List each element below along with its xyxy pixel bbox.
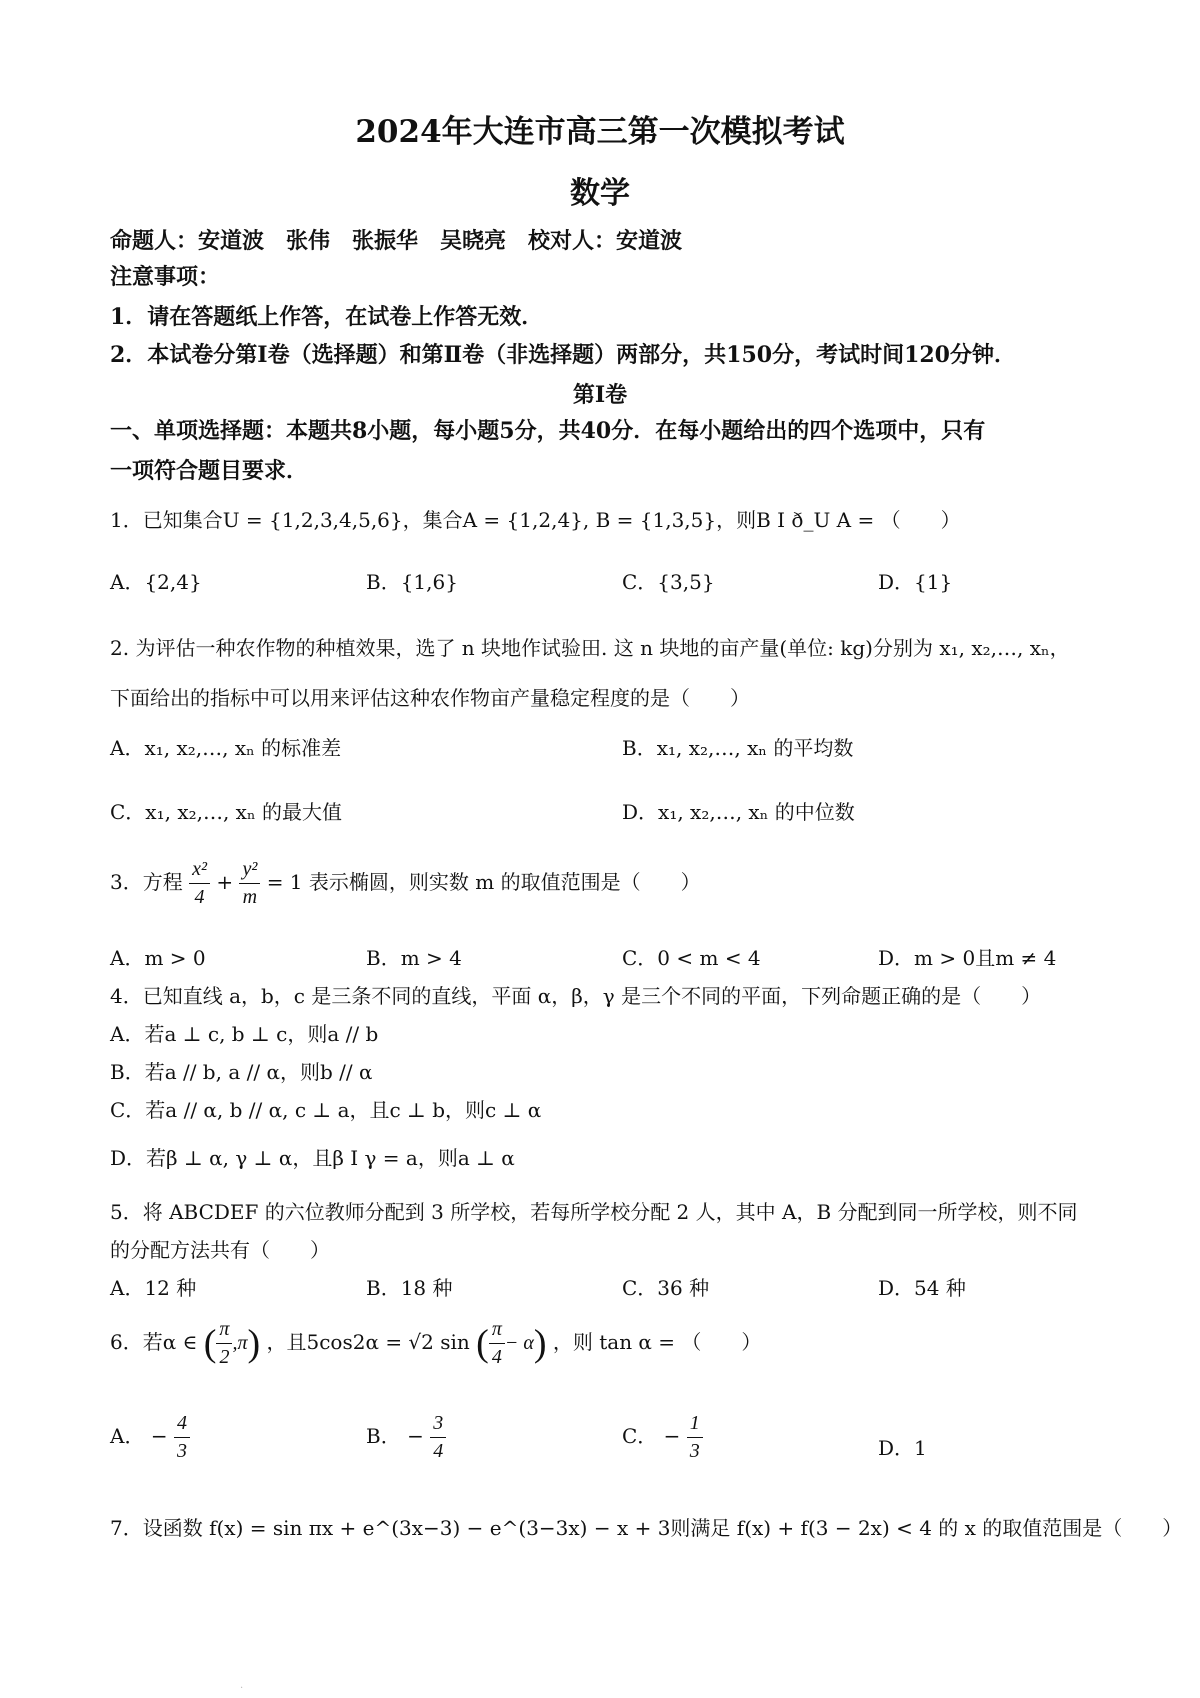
authors-line: 命题人：安道波 张伟 张振华 吴晓亮 校对人：安道波 — [110, 228, 683, 254]
question-5-option-c: C．36 种 — [622, 1276, 710, 1300]
option-fraction — [174, 1412, 190, 1463]
question-3-suffix: = 1 表示椭圆，则实数 m 的取值范围是（ ） — [266, 870, 701, 894]
question-1-stem: 1．已知集合U = {1,2,3,4,5,6}，集合A = {1,2,4}, B = {1,3,5}，则B I ð_U A = （ ） — [110, 508, 961, 532]
question-5-option-d: D．54 种 — [878, 1276, 966, 1300]
question-6-middle: ，且5cos2α = √2 sin — [266, 1330, 470, 1354]
option-label: B． — [366, 1424, 401, 1448]
question-3-option-c: C．0 < m < 4 — [622, 946, 761, 970]
question-2-option-b: B．x₁, x₂,…, xₙ 的平均数 — [622, 736, 854, 760]
question-4-option-a: A．若a ⊥ c, b ⊥ c，则a // b — [110, 1022, 379, 1046]
question-2-option-a: A．x₁, x₂,…, xₙ 的标准差 — [110, 736, 342, 760]
fraction-denominator: 4 — [430, 1437, 446, 1463]
left-paren: ( — [476, 1322, 489, 1365]
fraction-denominator: 3 — [174, 1437, 190, 1463]
question-6-stem — [110, 1318, 761, 1369]
minus-sign: − — [150, 1424, 168, 1448]
question-5-stem-line1: 5．将 ABCDEF 的六位教师分配到 3 所学校，若每所学校分配 2 人，其中 A，B 分配到同一所学校，则不同 — [110, 1200, 1078, 1224]
question-6-option-c — [622, 1412, 703, 1463]
plus-sign: + — [216, 870, 234, 894]
option-fraction — [687, 1412, 703, 1463]
question-4-option-b: B．若a // b, a // α，则b // α — [110, 1060, 373, 1084]
question-1-option-c: C．{3,5} — [622, 570, 715, 594]
question-5-option-b: B．18 种 — [366, 1276, 453, 1300]
footer-mark: . — [240, 1680, 244, 1691]
question-3-stem — [110, 858, 701, 909]
question-6-fraction-1 — [216, 1318, 232, 1369]
question-2-stem-line2: 下面给出的指标中可以用来评估这种农作物亩产量稳定程度的是（ ） — [110, 686, 750, 710]
right-paren: ) — [533, 1322, 547, 1365]
fraction-denominator: 4 — [189, 883, 210, 909]
notes-heading: 注意事项： — [110, 264, 221, 290]
fraction-denominator: 2 — [216, 1343, 232, 1369]
question-1-option-d: D．{1} — [878, 570, 953, 594]
interval-end: ,π — [232, 1332, 248, 1354]
option-label: C． — [622, 1424, 658, 1448]
question-4-stem: 4．已知直线 a，b，c 是三条不同的直线，平面 α，β，γ 是三个不同的平面，下列命题正确的是（ ） — [110, 984, 1042, 1008]
left-paren: ( — [203, 1322, 217, 1365]
question-4-option-c: C．若a // α, b // α, c ⊥ a，且c ⊥ b，则c ⊥ α — [110, 1098, 542, 1122]
question-5-option-a: A．12 种 — [110, 1276, 197, 1300]
minus-sign: − — [663, 1424, 681, 1448]
note-1: 1．请在答题纸上作答，在试卷上作答无效． — [110, 304, 544, 330]
question-3-fraction-2 — [239, 858, 260, 909]
minus-alpha: − α — [504, 1332, 534, 1354]
question-3-prefix: 3．方程 — [110, 870, 183, 894]
option-label: A． — [110, 1424, 145, 1448]
fraction-numerator: 4 — [176, 1412, 187, 1434]
question-6-option-a — [110, 1412, 190, 1463]
fraction-numerator: y² — [242, 858, 258, 880]
volume-heading: 第Ⅰ卷 — [572, 382, 628, 408]
question-6-prefix: 6．若α ∈ — [110, 1330, 198, 1354]
question-2-option-d: D．x₁, x₂,…, xₙ 的中位数 — [622, 800, 855, 824]
option-fraction — [430, 1412, 446, 1463]
question-3-option-a: A．m > 0 — [110, 946, 206, 970]
question-3-fraction-1 — [189, 858, 210, 909]
minus-sign: − — [407, 1424, 424, 1448]
question-6-fraction-2 — [489, 1318, 505, 1369]
question-2-option-c: C．x₁, x₂,…, xₙ 的最大值 — [110, 800, 342, 824]
fraction-numerator: 1 — [689, 1412, 700, 1434]
fraction-numerator: x² — [192, 858, 207, 880]
fraction-denominator: 4 — [489, 1343, 505, 1369]
question-3-option-d: D．m > 0且m ≠ 4 — [878, 946, 1057, 970]
section-heading-line2: 一项符合题目要求． — [110, 458, 309, 484]
question-6-suffix: ，则 tan α = （ ） — [552, 1330, 762, 1354]
question-6-option-d: D．1 — [878, 1436, 927, 1460]
fraction-numerator: π — [491, 1318, 502, 1340]
fraction-numerator: π — [219, 1318, 230, 1340]
section-heading-line1: 一、单项选择题：本题共8小题，每小题5分，共40分．在每小题给出的四个选项中，只有 — [110, 418, 986, 444]
exam-title: 2024年大连市高三第一次模拟考试 — [355, 114, 845, 150]
right-paren: ) — [247, 1322, 261, 1365]
question-4-option-d: D．若β ⊥ α, γ ⊥ α，且β I γ = a，则a ⊥ α — [110, 1146, 515, 1170]
question-6-option-b — [366, 1412, 446, 1463]
question-5-stem-line2: 的分配方法共有（ ） — [110, 1238, 330, 1262]
question-1-option-a: A．{2,4} — [110, 570, 202, 594]
subject-title: 数学 — [570, 176, 630, 211]
note-2: 2．本试卷分第Ⅰ卷（选择题）和第Ⅱ卷（非选择题）两部分，共150分，考试时间120分钟． — [110, 342, 1016, 368]
question-7-stem: 7．设函数 f(x) = sin πx + e^(3x−3) − e^(3−3x) − x + 3则满足 f(x) + f(3 − 2x) < 4 的 x 的取值范围是（ ） — [110, 1516, 1183, 1540]
fraction-denominator: m — [239, 883, 260, 909]
fraction-denominator: 3 — [687, 1437, 703, 1463]
question-1-option-b: B．{1,6} — [366, 570, 458, 594]
question-3-option-b: B．m > 4 — [366, 946, 462, 970]
question-2-stem-line1: 2. 为评估一种农作物的种植效果，选了 n 块地作试验田. 这 n 块地的亩产量(单位: kg)分别为 x₁, x₂,…, xₙ， — [110, 636, 1070, 660]
fraction-numerator: 3 — [433, 1412, 444, 1434]
